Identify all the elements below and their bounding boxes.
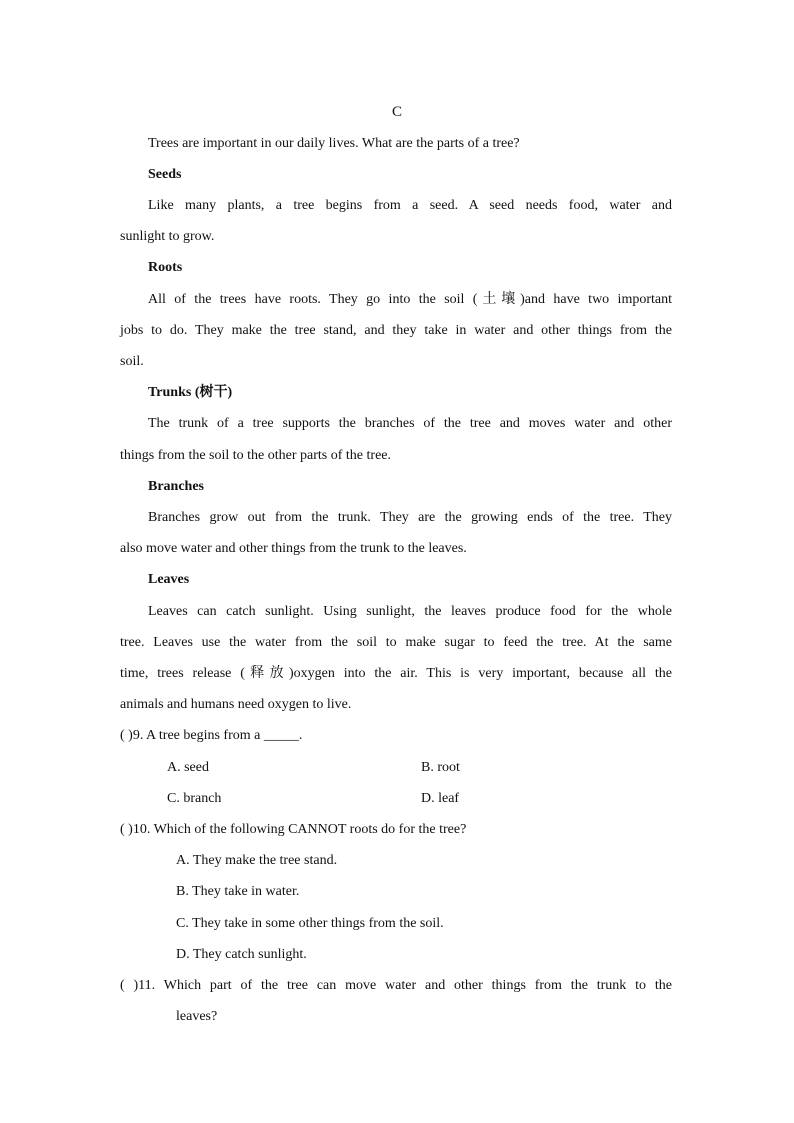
heading-branches: Branches xyxy=(148,479,204,494)
roots-line-3: soil. xyxy=(120,354,144,369)
question-11-stem-line-1: ( )11. Which part of the tree can move water and other things from the trunk to the xyxy=(120,978,672,993)
question-9-option-a: A. seed xyxy=(167,760,209,775)
heading-seeds: Seeds xyxy=(148,167,182,182)
leaves-line-3: time, trees release (释放)oxygen into the air. This is very important, because all the xyxy=(120,666,672,681)
roots-line-1: All of the trees have roots. They go into the soil (土壤)and have two important xyxy=(148,292,672,307)
question-9-option-b: B. root xyxy=(421,760,460,775)
seeds-line-2: sunlight to grow. xyxy=(120,229,215,244)
seeds-line-1: Like many plants, a tree begins from a seed. A seed needs food, water and xyxy=(148,198,672,213)
question-9-option-d: D. leaf xyxy=(421,791,460,806)
question-10-option-a: A. They make the tree stand. xyxy=(176,853,338,868)
question-10-option-b: B. They take in water. xyxy=(176,884,300,899)
branches-line-2: also move water and other things from the trunk to the leaves. xyxy=(120,541,467,556)
roots-line-2: jobs to do. They make the tree stand, and they take in water and other things from the xyxy=(120,323,672,338)
trunks-line-1: The trunk of a tree supports the branches of the tree and moves water and other xyxy=(148,416,672,431)
question-11-stem-line-2: leaves? xyxy=(176,1009,218,1024)
heading-trunks: Trunks (树干) xyxy=(148,385,233,400)
heading-leaves: Leaves xyxy=(148,572,190,587)
passage-title: C xyxy=(391,104,402,120)
branches-line-1: Branches grow out from the trunk. They are the growing ends of the tree. They xyxy=(148,510,672,525)
question-10-option-d: D. They catch sunlight. xyxy=(176,947,307,962)
leaves-line-4: animals and humans need oxygen to live. xyxy=(120,697,352,712)
leaves-line-2: tree. Leaves use the water from the soil to make sugar to feed the tree. At the same xyxy=(120,635,672,650)
leaves-line-1: Leaves can catch sunlight. Using sunlight, the leaves produce food for the whole xyxy=(148,604,672,619)
question-10-option-c: C. They take in some other things from the soil. xyxy=(176,916,444,931)
intro-text: Trees are important in our daily lives. What are the parts of a tree? xyxy=(148,136,520,151)
heading-roots: Roots xyxy=(148,260,183,275)
question-9-option-c: C. branch xyxy=(167,791,222,806)
question-10-stem: ( )10. Which of the following CANNOT roots do for the tree? xyxy=(120,822,467,837)
question-9-stem: ( )9. A tree begins from a _____. xyxy=(120,728,303,743)
trunks-line-2: things from the soil to the other parts of the tree. xyxy=(120,448,391,463)
